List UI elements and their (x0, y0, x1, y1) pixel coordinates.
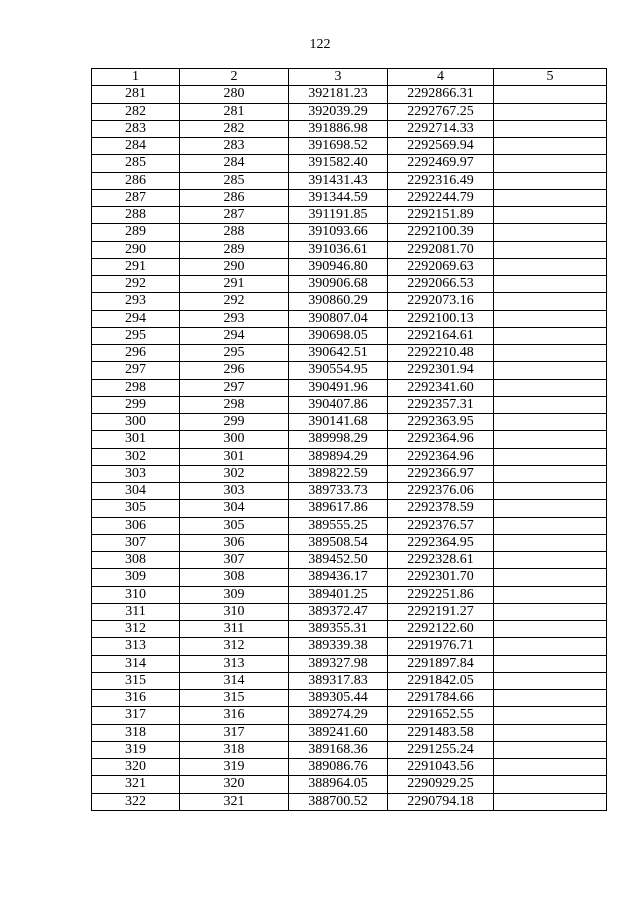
table-row (92, 776, 607, 793)
table-cell (494, 690, 607, 707)
table-cell: 390946.80 (289, 258, 388, 275)
table-cell: 389436.17 (289, 569, 388, 586)
table-cell: 321 (92, 776, 180, 793)
table-cell: 2292301.94 (388, 362, 494, 379)
table-cell: 283 (180, 138, 289, 155)
table-cell (494, 138, 607, 155)
table-cell: 2292210.48 (388, 345, 494, 362)
table-cell: 318 (180, 741, 289, 758)
table-cell: 317 (180, 724, 289, 741)
table-cell (494, 586, 607, 603)
table-cell: 312 (92, 621, 180, 638)
table-cell (494, 621, 607, 638)
table-cell: 390642.51 (289, 345, 388, 362)
table-row (92, 414, 607, 431)
table-cell: 301 (92, 431, 180, 448)
table-cell: 391698.52 (289, 138, 388, 155)
table-cell (494, 379, 607, 396)
table-cell: 391191.85 (289, 207, 388, 224)
table-cell: 295 (92, 327, 180, 344)
table-row (92, 327, 607, 344)
table-row (92, 534, 607, 551)
table-row (92, 690, 607, 707)
table-cell: 292 (180, 293, 289, 310)
table-cell: 308 (92, 552, 180, 569)
table-cell (494, 414, 607, 431)
table-cell: 389327.98 (289, 655, 388, 672)
table-cell: 303 (92, 465, 180, 482)
table-cell: 298 (92, 379, 180, 396)
table-row (92, 569, 607, 586)
table-cell (494, 207, 607, 224)
table-cell: 389508.54 (289, 534, 388, 551)
table-cell: 389372.47 (289, 603, 388, 620)
table-row (92, 310, 607, 327)
table-cell: 2292714.33 (388, 120, 494, 137)
table-cell: 390554.95 (289, 362, 388, 379)
column-header: 4 (388, 69, 494, 86)
table-cell (494, 465, 607, 482)
table-cell: 2292069.63 (388, 258, 494, 275)
table-cell: 281 (180, 103, 289, 120)
table-cell (494, 155, 607, 172)
table-cell: 389617.86 (289, 500, 388, 517)
table-cell (494, 396, 607, 413)
table-cell (494, 638, 607, 655)
table-cell: 290 (180, 258, 289, 275)
table-cell: 390491.96 (289, 379, 388, 396)
table-cell: 389401.25 (289, 586, 388, 603)
table-cell: 282 (92, 103, 180, 120)
table-cell: 306 (180, 534, 289, 551)
table-cell: 391886.98 (289, 120, 388, 137)
table-cell: 284 (92, 138, 180, 155)
table-cell: 389894.29 (289, 448, 388, 465)
table-cell: 2292469.97 (388, 155, 494, 172)
table-cell: 392181.23 (289, 86, 388, 103)
table-cell (494, 276, 607, 293)
table-row (92, 345, 607, 362)
table-cell: 2292073.16 (388, 293, 494, 310)
table-cell: 2291976.71 (388, 638, 494, 655)
column-header: 2 (180, 69, 289, 86)
table-row (92, 724, 607, 741)
table-cell (494, 241, 607, 258)
table-row (92, 172, 607, 189)
table-cell: 315 (92, 672, 180, 689)
table-cell: 389241.60 (289, 724, 388, 741)
table-cell (494, 741, 607, 758)
table-cell: 315 (180, 690, 289, 707)
table-cell: 2292164.61 (388, 327, 494, 344)
table-cell (494, 172, 607, 189)
table-cell: 2292866.31 (388, 86, 494, 103)
table-row (92, 362, 607, 379)
table-cell (494, 534, 607, 551)
table-row (92, 241, 607, 258)
table-cell: 283 (92, 120, 180, 137)
table-cell: 303 (180, 483, 289, 500)
table-body (92, 86, 607, 811)
table-cell: 2291255.24 (388, 741, 494, 758)
table-cell: 389355.31 (289, 621, 388, 638)
table-cell (494, 500, 607, 517)
table-cell: 390860.29 (289, 293, 388, 310)
table-row (92, 638, 607, 655)
table-row (92, 86, 607, 103)
table-cell: 305 (180, 517, 289, 534)
table-cell: 390807.04 (289, 310, 388, 327)
table-cell (494, 431, 607, 448)
table-cell: 287 (92, 189, 180, 206)
table-cell: 317 (92, 707, 180, 724)
table-cell: 320 (180, 776, 289, 793)
table-cell: 389317.83 (289, 672, 388, 689)
table-row (92, 431, 607, 448)
table-cell: 2292364.96 (388, 431, 494, 448)
table-cell: 304 (180, 500, 289, 517)
table-cell: 287 (180, 207, 289, 224)
table-cell: 2292100.39 (388, 224, 494, 241)
table-cell: 2290929.25 (388, 776, 494, 793)
table-row (92, 224, 607, 241)
table-cell: 284 (180, 155, 289, 172)
table-cell (494, 552, 607, 569)
table-row (92, 707, 607, 724)
table-cell: 2291784.66 (388, 690, 494, 707)
table-cell (494, 759, 607, 776)
column-header: 1 (92, 69, 180, 86)
table-cell: 389998.29 (289, 431, 388, 448)
table-cell (494, 793, 607, 810)
table-cell: 2292357.31 (388, 396, 494, 413)
table-cell: 288 (92, 207, 180, 224)
table-row (92, 396, 607, 413)
table-cell: 307 (180, 552, 289, 569)
table-cell: 389339.38 (289, 638, 388, 655)
table-cell (494, 103, 607, 120)
table-cell: 388700.52 (289, 793, 388, 810)
table-cell: 389452.50 (289, 552, 388, 569)
table-cell: 391344.59 (289, 189, 388, 206)
table-cell: 390407.86 (289, 396, 388, 413)
table-cell: 2291043.56 (388, 759, 494, 776)
table-cell (494, 293, 607, 310)
table-cell: 391431.43 (289, 172, 388, 189)
table-cell (494, 483, 607, 500)
table-cell: 282 (180, 120, 289, 137)
table-cell: 291 (180, 276, 289, 293)
table-row (92, 465, 607, 482)
table-cell: 2291842.05 (388, 672, 494, 689)
table-cell: 320 (92, 759, 180, 776)
table-cell: 288 (180, 224, 289, 241)
table-cell (494, 327, 607, 344)
table-cell: 289 (92, 224, 180, 241)
table-cell: 296 (92, 345, 180, 362)
table-row (92, 448, 607, 465)
table-cell: 2292363.95 (388, 414, 494, 431)
table-cell (494, 707, 607, 724)
table-cell: 2292301.70 (388, 569, 494, 586)
table-cell: 2292376.06 (388, 483, 494, 500)
table-cell: 301 (180, 448, 289, 465)
table-cell: 2292341.60 (388, 379, 494, 396)
column-header: 3 (289, 69, 388, 86)
table-cell (494, 655, 607, 672)
table-row (92, 258, 607, 275)
table-cell: 311 (180, 621, 289, 638)
table-cell: 290 (92, 241, 180, 258)
table-row (92, 793, 607, 810)
table-row (92, 379, 607, 396)
table-row (92, 603, 607, 620)
table-cell (494, 258, 607, 275)
table-cell (494, 310, 607, 327)
table-cell: 2291897.84 (388, 655, 494, 672)
table-cell: 280 (180, 86, 289, 103)
table-cell: 389305.44 (289, 690, 388, 707)
table-cell (494, 448, 607, 465)
table-cell: 2292251.86 (388, 586, 494, 603)
table-cell: 388964.05 (289, 776, 388, 793)
table-cell: 389555.25 (289, 517, 388, 534)
table-cell: 316 (180, 707, 289, 724)
table-cell: 295 (180, 345, 289, 362)
table-row (92, 138, 607, 155)
table-header-row (92, 69, 607, 86)
table-cell: 293 (180, 310, 289, 327)
table-cell (494, 517, 607, 534)
table-row (92, 517, 607, 534)
table-cell: 2292081.70 (388, 241, 494, 258)
table-cell: 286 (180, 189, 289, 206)
table-cell: 391036.61 (289, 241, 388, 258)
table-cell (494, 724, 607, 741)
table-cell: 285 (92, 155, 180, 172)
table-cell: 2292364.95 (388, 534, 494, 551)
table-cell (494, 224, 607, 241)
table-cell: 310 (180, 603, 289, 620)
table-cell: 304 (92, 483, 180, 500)
table-cell: 2291483.58 (388, 724, 494, 741)
table-cell: 281 (92, 86, 180, 103)
table-cell: 297 (92, 362, 180, 379)
page-number: 122 (309, 37, 331, 52)
table-cell: 2292767.25 (388, 103, 494, 120)
table-cell: 2291652.55 (388, 707, 494, 724)
table-row (92, 552, 607, 569)
column-header: 5 (494, 69, 607, 86)
table-cell: 389733.73 (289, 483, 388, 500)
table-cell: 289 (180, 241, 289, 258)
table-cell: 2292191.27 (388, 603, 494, 620)
table-cell: 2292122.60 (388, 621, 494, 638)
table-cell (494, 86, 607, 103)
table-cell: 307 (92, 534, 180, 551)
table-cell (494, 120, 607, 137)
table-row (92, 103, 607, 120)
table-cell: 2292244.79 (388, 189, 494, 206)
table-cell: 299 (92, 396, 180, 413)
table-cell: 316 (92, 690, 180, 707)
table-row (92, 586, 607, 603)
table-cell: 293 (92, 293, 180, 310)
table-row (92, 759, 607, 776)
table-cell: 391093.66 (289, 224, 388, 241)
table-cell: 389168.36 (289, 741, 388, 758)
table-cell: 319 (92, 741, 180, 758)
table-cell (494, 345, 607, 362)
table-cell: 294 (92, 310, 180, 327)
table-cell: 314 (92, 655, 180, 672)
table-cell (494, 362, 607, 379)
table-cell: 2292151.89 (388, 207, 494, 224)
table-cell: 299 (180, 414, 289, 431)
table-cell (494, 672, 607, 689)
table-cell: 321 (180, 793, 289, 810)
table-cell (494, 603, 607, 620)
table-row (92, 120, 607, 137)
table-cell: 322 (92, 793, 180, 810)
table-row (92, 500, 607, 517)
table-cell: 389274.29 (289, 707, 388, 724)
table-cell: 313 (92, 638, 180, 655)
table-cell (494, 569, 607, 586)
table-cell: 297 (180, 379, 289, 396)
table-cell: 291 (92, 258, 180, 275)
table-cell: 2292376.57 (388, 517, 494, 534)
table-cell: 390906.68 (289, 276, 388, 293)
table-cell: 311 (92, 603, 180, 620)
coordinates-table (91, 68, 607, 811)
table-cell: 310 (92, 586, 180, 603)
table-cell: 2292378.59 (388, 500, 494, 517)
table-row (92, 655, 607, 672)
table-cell: 2292364.96 (388, 448, 494, 465)
table-cell: 296 (180, 362, 289, 379)
table-cell: 2292366.97 (388, 465, 494, 482)
table-row (92, 672, 607, 689)
table-cell: 2292569.94 (388, 138, 494, 155)
table-cell: 302 (92, 448, 180, 465)
table-cell: 309 (180, 586, 289, 603)
table-cell: 389822.59 (289, 465, 388, 482)
table-cell: 306 (92, 517, 180, 534)
table-row (92, 621, 607, 638)
table-cell: 302 (180, 465, 289, 482)
table-cell: 314 (180, 672, 289, 689)
table-cell: 2292100.13 (388, 310, 494, 327)
table-cell (494, 189, 607, 206)
table-cell: 305 (92, 500, 180, 517)
table-cell: 318 (92, 724, 180, 741)
table-row (92, 155, 607, 172)
table-row (92, 276, 607, 293)
table-cell: 292 (92, 276, 180, 293)
table-cell: 285 (180, 172, 289, 189)
table-cell: 2290794.18 (388, 793, 494, 810)
table-row (92, 207, 607, 224)
table-row (92, 741, 607, 758)
table-cell: 2292316.49 (388, 172, 494, 189)
table-cell: 313 (180, 655, 289, 672)
table-row (92, 483, 607, 500)
table-cell: 294 (180, 327, 289, 344)
table-cell: 2292328.61 (388, 552, 494, 569)
table-cell: 309 (92, 569, 180, 586)
table-cell: 300 (180, 431, 289, 448)
table-cell: 286 (92, 172, 180, 189)
table-cell (494, 776, 607, 793)
table-cell: 389086.76 (289, 759, 388, 776)
table-cell: 308 (180, 569, 289, 586)
table-row (92, 189, 607, 206)
table-cell: 2292066.53 (388, 276, 494, 293)
table-cell: 312 (180, 638, 289, 655)
table-cell: 319 (180, 759, 289, 776)
table-cell: 298 (180, 396, 289, 413)
table-cell: 390141.68 (289, 414, 388, 431)
table-cell: 300 (92, 414, 180, 431)
table-cell: 391582.40 (289, 155, 388, 172)
table-cell: 392039.29 (289, 103, 388, 120)
table-cell: 390698.05 (289, 327, 388, 344)
table-row (92, 293, 607, 310)
